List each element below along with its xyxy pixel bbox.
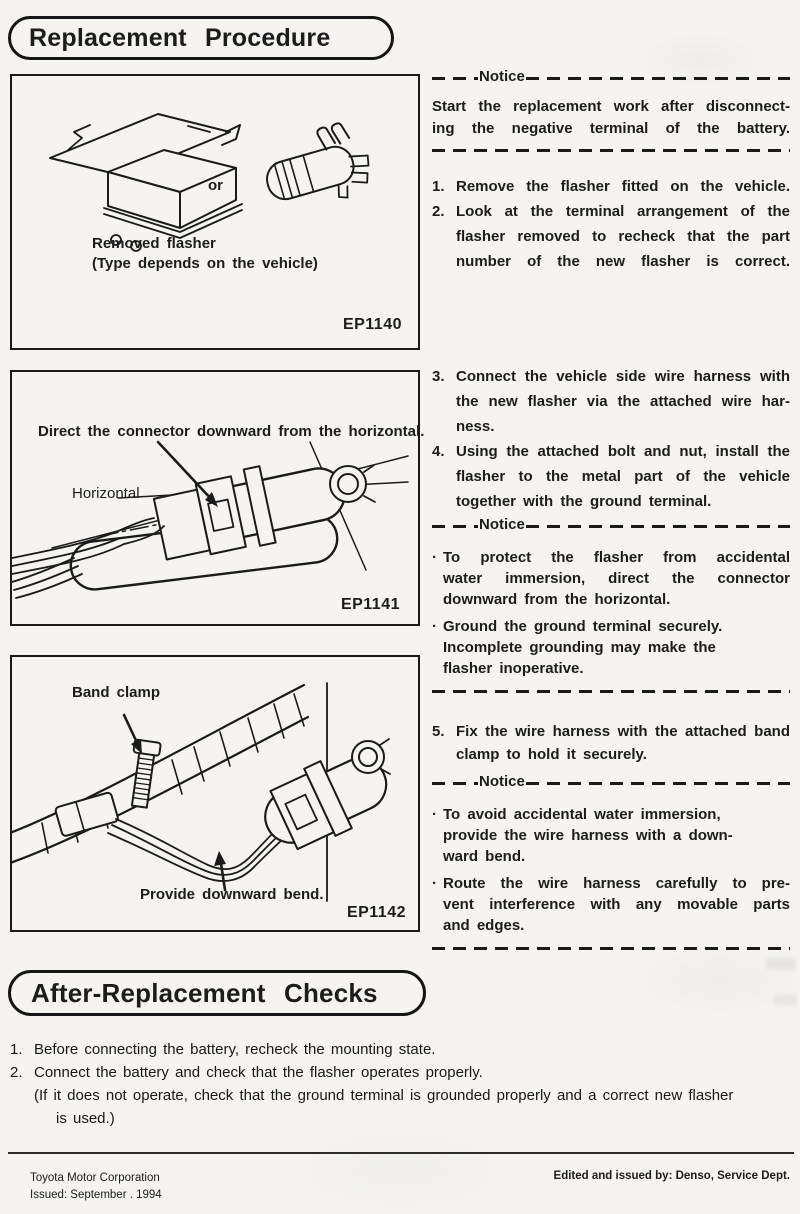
footer-edited-by: Edited and issued by: Denso, Service Dept.: [553, 1170, 790, 1182]
step-number: 2.: [432, 203, 445, 220]
text-line: To protect the flasher from accidental: [443, 549, 790, 566]
step-3: [432, 364, 790, 439]
text-line: flasher inoperative.: [443, 660, 584, 677]
after-replacement-checks-body: [10, 1038, 792, 1130]
text-line: Look at the terminal arrangement of the: [456, 203, 790, 220]
text-line: the new flasher via the attached wire har-: [456, 393, 790, 410]
dash-segment: [432, 77, 478, 80]
steps-3-4: [432, 364, 790, 514]
figure2-horizontal-label: Horizontal: [72, 485, 140, 502]
footer-company: Toyota Motor Corporation: [30, 1172, 160, 1184]
step-2: [432, 199, 790, 274]
check-number: 1.: [10, 1041, 23, 1058]
text-line: To avoid accidental water immersion,: [443, 806, 721, 823]
text-line: Incomplete grounding may make the: [443, 639, 716, 656]
check-item-2-note-line2: is used.): [56, 1110, 115, 1127]
ring-terminal: [330, 466, 366, 502]
footer-issued: Issued: September . 1994: [30, 1189, 162, 1201]
dash-segment: [526, 782, 790, 785]
notice-close-rule: [432, 947, 790, 950]
text-line: Start the replacement work after disconnect-: [432, 98, 790, 115]
notice-label: Notice: [479, 773, 525, 790]
notice-close-rule: [432, 690, 790, 693]
text-line: together with the ground terminal.: [456, 493, 712, 510]
steps-1-2: [432, 174, 790, 274]
text-line: downward from the horizontal.: [443, 591, 671, 608]
text-line: vent interference with any movable parts: [443, 896, 790, 913]
wires-downward-bend: [108, 819, 292, 881]
figure3-code: EP1142: [346, 904, 406, 921]
text-line: water immersion, direct the connector: [443, 570, 790, 587]
notice-header: [432, 70, 790, 87]
scan-artifact: [774, 995, 798, 1005]
corrugated-tube: [12, 685, 308, 863]
text-line: Using the attached bolt and nut, install the: [456, 443, 790, 460]
check-number: 2.: [10, 1064, 23, 1081]
figure-ep1141: [10, 370, 425, 626]
text-line: Remove the flasher fitted on the vehicle.: [456, 178, 790, 195]
footer-rule: [8, 1152, 794, 1154]
section-title-replacement-procedure: Replacement Procedure: [8, 16, 394, 60]
notice-close-rule: [432, 149, 790, 152]
notice-bullet: [432, 804, 790, 867]
notice-label: Notice: [479, 68, 525, 85]
notice-bullet: [432, 873, 790, 936]
text-line: provide the wire harness with a down-: [443, 827, 733, 844]
ring-terminal: [352, 741, 384, 773]
figure2-direct-label: Direct the connector downward from the horizontal.: [38, 423, 425, 440]
removed-flasher-illustration: [12, 76, 414, 344]
text-line: clamp to hold it securely.: [456, 746, 647, 763]
bullet-dot: ·: [432, 875, 437, 892]
text-line: ward bend.: [443, 848, 526, 865]
text-line: number of the new flasher is correct.: [456, 253, 790, 270]
step-1: [432, 174, 790, 199]
check-text: Connect the battery and check that the flasher operates properly.: [34, 1064, 483, 1081]
dash-segment: [432, 525, 478, 528]
or-label: or: [208, 177, 223, 194]
figure1-caption-line2: (Type depends on the vehicle): [92, 255, 318, 272]
figure3-band-clamp-label: Band clamp: [72, 684, 161, 701]
check-item-1: [10, 1038, 792, 1061]
band-clamp-drawing: [126, 739, 161, 808]
bullet-dot: ·: [432, 549, 437, 566]
check-item-2: [10, 1061, 792, 1084]
step-number: 1.: [432, 178, 445, 195]
text-line: flasher removed to recheck that the part: [456, 228, 790, 245]
figure-ep1140: [10, 74, 420, 350]
section-title-after-replacement-checks: After-Replacement Checks: [8, 970, 426, 1016]
dash-segment: [526, 525, 790, 528]
dash-segment: [526, 77, 790, 80]
notice-block-routing: [432, 775, 790, 950]
flasher-cylinder-drawing: [257, 118, 377, 218]
step-number: 3.: [432, 368, 445, 385]
text-line: Connect the vehicle side wire harness with: [456, 368, 790, 385]
notice-header: [432, 775, 790, 792]
step-number: 4.: [432, 443, 445, 460]
figure2-code: EP1141: [340, 596, 400, 613]
notice-block-battery: [432, 70, 790, 152]
text-line: and edges.: [443, 917, 525, 934]
text-line: ing the negative terminal of the battery.: [432, 120, 790, 137]
step-5-block: [432, 720, 790, 766]
text-line: Fix the wire harness with the attached band: [456, 723, 790, 740]
check-item-2-note-line1: (If it does not operate, check that the ground terminal is grounded properly and a correct new flasher: [34, 1087, 734, 1104]
notice-block-protect: [432, 518, 790, 693]
notice-label: Notice: [479, 516, 525, 533]
figure1-caption-line1: Removed flasher: [92, 235, 216, 252]
notice-header: [432, 518, 790, 535]
figure1-code: EP1140: [342, 316, 402, 333]
step-5: [432, 720, 790, 766]
step-4: [432, 439, 790, 514]
figure1-caption: [92, 234, 318, 274]
footer-publisher: [30, 1170, 162, 1204]
text-line: Route the wire harness carefully to pre-: [443, 875, 790, 892]
figure-ep1142: [10, 655, 420, 932]
notice-bullet: [432, 547, 790, 610]
wire-sleeve: [55, 792, 119, 837]
scan-artifact: [766, 958, 796, 970]
notice-body: [432, 96, 790, 140]
bullet-dot: ·: [432, 618, 437, 635]
notice-bullet: [432, 616, 790, 679]
text-line: flasher to the metal part of the vehicle: [456, 468, 790, 485]
text-line: Ground the ground terminal securely.: [443, 618, 723, 635]
bullet-dot: ·: [432, 806, 437, 823]
wires: [12, 532, 124, 574]
step-number: 5.: [432, 723, 445, 740]
text-line: ness.: [456, 418, 495, 435]
dash-segment: [432, 782, 478, 785]
check-text: Before connecting the battery, recheck the mounting state.: [34, 1041, 436, 1058]
figure3-bend-label: Provide downward bend.: [140, 886, 324, 903]
